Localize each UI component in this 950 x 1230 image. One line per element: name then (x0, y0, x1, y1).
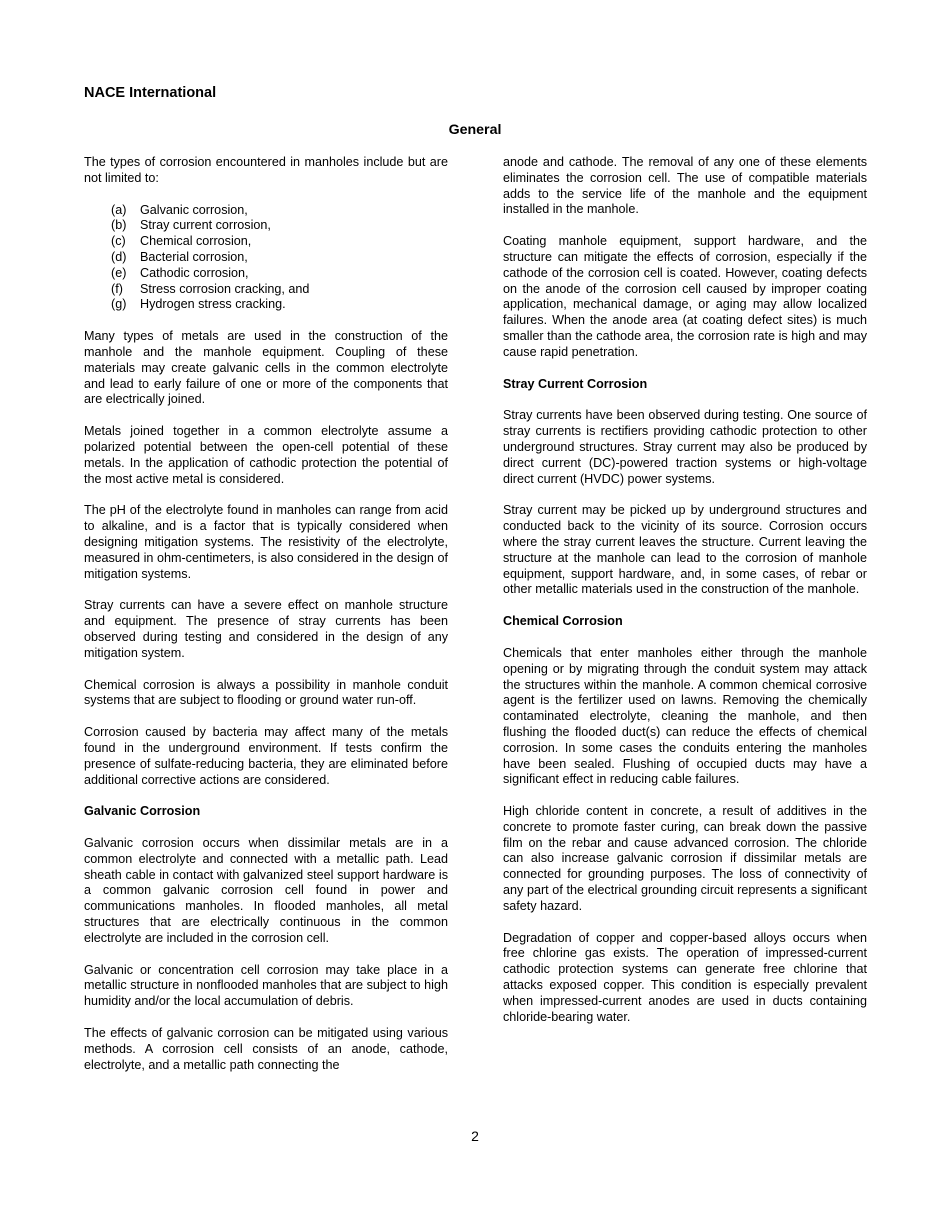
body-paragraph: Metals joined together in a common electrolyte assume a polarized potential between the open-cell potential of these metals. In the application of cathodic protection the potential of the most active metal is considered. (84, 424, 448, 486)
list-item-text: Stray current corrosion, (140, 218, 271, 233)
list-item (111, 218, 448, 234)
list-item (111, 234, 448, 250)
list-item (111, 266, 448, 282)
body-paragraph: Chemicals that enter manholes either through the manhole opening or by migrating through the conduit system may attack the structures within the manhole. A common chemical corrosive agent is the fertilizer used on lawns. Removing the chemically contaminated electrolyte, cleaning the manhole, and then flushing the flooded duct(s) can reduce the effects of chemical corrosion. In some cases the conduits entering the manholes have been sealed. Flushing of occupied ducts may have a significant effect in reducing cable failures. (503, 645, 867, 787)
body-paragraph: The pH of the electrolyte found in manholes can range from acid to alkaline, and is a factor that is typically considered when designing mitigation systems. The resistivity of the electrolyte, measured in ohm-centimeters, is also considered in the design of mitigation systems. (84, 503, 448, 581)
list-item (111, 297, 448, 313)
document-header: NACE International (84, 85, 217, 101)
body-paragraph: Stray currents can have a severe effect on manhole structure and equipment. The presence of stray currents has been observed during testing and considered in the design of any mitigation system. (84, 598, 448, 660)
list-item-label: (g) (111, 297, 127, 312)
body-paragraph: Galvanic corrosion occurs when dissimilar metals are in a common electrolyte and connected with a metallic path. Lead sheath cable in contact with galvanized steel support hardware is a common galvanic corrosion cell found in power and communications manholes. In flooded manholes, all metal structures that are electrically continuous in the common electrolyte are included in the corrosion cell. (84, 836, 448, 945)
list-item (111, 250, 448, 266)
list-item-text: Cathodic corrosion, (140, 265, 249, 280)
corrosion-types-list (84, 203, 448, 314)
chemical-corrosion-heading: Chemical Corrosion (503, 614, 623, 629)
list-item-label: (c) (111, 234, 126, 249)
body-paragraph: Corrosion caused by bacteria may affect many of the metals found in the underground environment. If tests confirm the presence of sulfate-reducing bacteria, they are eliminated before additional corrective actions are considered. (84, 725, 448, 787)
list-item (111, 203, 448, 219)
galvanic-corrosion-heading: Galvanic Corrosion (84, 804, 201, 819)
body-paragraph: Coating manhole equipment, support hardware, and the structure can mitigate the effects of corrosion, especially if the cathode of the corrosion cell is coated. However, coating defects on the anode of the corrosion cell caused by improper coating application, mechanical damage, or aging may allow localized failures. When the anode area (at coating defect sites) is much smaller than the cathode area, the corrosion rate is high and may cause rapid penetration. (503, 234, 867, 359)
list-item-text: Galvanic corrosion, (140, 202, 248, 217)
page-number: 2 (471, 1128, 479, 1144)
body-paragraph: Stray currents have been observed during testing. One source of stray currents is rectifiers providing cathodic protection to other underground structures. Stray current may also be produced by direct current (DC)-powered traction systems or high-voltage direct current (HVDC) power systems. (503, 408, 867, 486)
intro-paragraph: The types of corrosion encountered in manholes include but are not limited to: (84, 155, 448, 185)
body-paragraph: Many types of metals are used in the construction of the manhole and the manhole equipment. Coupling of these materials may create galvanic cells in the common electrolyte and lead to early failure of one or more of the components that are electrically joined. (84, 329, 448, 407)
list-item-label: (a) (111, 202, 127, 217)
body-paragraph: Galvanic or concentration cell corrosion may take place in a metallic structure in nonflooded manholes that are subject to high humidity and/or the local accumulation of debris. (84, 962, 448, 1009)
body-paragraph: Stray current may be picked up by underground structures and conducted back to the vicinity of its source. Corrosion occurs where the stray current leaves the structure. Current leaving the structure at the manhole can lead to the corrosion of manhole equipment, support hardware, and, in some cases, of rebar or other metallic materials used in the construction of the manhole. (503, 503, 867, 597)
stray-current-corrosion-heading: Stray Current Corrosion (503, 376, 648, 391)
right-column (503, 155, 867, 1041)
body-paragraph: High chloride content in concrete, a result of additives in the concrete to promote faster curing, can break down the passive film on the rebar and cause advanced corrosion. The chloride can also increase galvanic corrosion if dissimilar metals are connected for grounding purposes. The loss of connectivity of any part of the electrical grounding circuit represents a significant safety hazard. (503, 804, 867, 913)
left-column (84, 155, 448, 1089)
section-title: General (448, 122, 502, 138)
body-paragraph: anode and cathode. The removal of any one of these elements eliminates the corrosion cell. The use of compatible materials adds to the service life of the manhole and the equipment installed in the manhole. (503, 155, 867, 217)
list-item-label: (f) (111, 281, 123, 296)
list-item (111, 282, 448, 298)
list-item-text: Hydrogen stress cracking. (140, 297, 286, 312)
list-item-text: Chemical corrosion, (140, 234, 252, 249)
body-paragraph: Degradation of copper and copper-based alloys occurs when free chlorine gas exists. The operation of impressed-current cathodic protection systems can generate free chlorine that attacks exposed copper. This condition is especially prevalent when impressed-current anodes are used in ducts containing chloride-bearing water. (503, 930, 867, 1024)
list-item-text: Bacterial corrosion, (140, 249, 248, 264)
list-item-text: Stress corrosion cracking, and (140, 281, 310, 296)
list-item-label: (e) (111, 265, 127, 280)
body-paragraph: The effects of galvanic corrosion can be mitigated using various methods. A corrosion cell consists of an anode, cathode, electrolyte, and a metallic path connecting the (84, 1026, 448, 1072)
list-item-label: (d) (111, 249, 127, 264)
body-paragraph: Chemical corrosion is always a possibility in manhole conduit systems that are subject to flooding or ground water run-off. (84, 677, 448, 708)
list-item-label: (b) (111, 218, 127, 233)
